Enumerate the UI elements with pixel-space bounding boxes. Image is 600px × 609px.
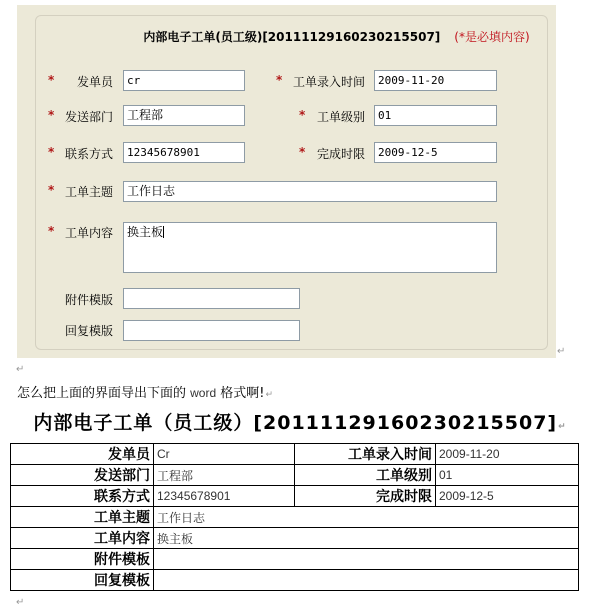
table-key: 联系方式 (11, 486, 154, 507)
content-label: 工单内容 (65, 226, 114, 240)
required-star: * (276, 73, 283, 87)
required-star: * (299, 108, 306, 122)
web-form-screenshot (17, 5, 556, 358)
table-value (154, 549, 579, 570)
table-row (11, 486, 579, 507)
subject-input[interactable]: 工作日志 (123, 181, 497, 202)
table-key: 工单录入时间 (295, 444, 436, 465)
contact-label: 联系方式 (65, 147, 114, 161)
required-star: * (48, 73, 55, 87)
word-doc-table (10, 443, 579, 591)
department-label: 发送部门 (65, 110, 114, 124)
table-key: 附件模板 (11, 549, 154, 570)
entry-time-input[interactable]: 2009-11-20 (374, 70, 497, 91)
level-label: 工单级别 (317, 110, 366, 124)
table-key: 工单级别 (295, 465, 436, 486)
contact-input[interactable]: 12345678901 (123, 142, 245, 163)
level-input[interactable]: 01 (374, 105, 497, 126)
subject-label: 工单主题 (65, 185, 114, 199)
content-text: 换主板 (127, 225, 164, 239)
question-part: 格式啊! (216, 386, 265, 401)
table-row (11, 465, 579, 486)
table-row (11, 549, 579, 570)
sender-input[interactable]: cr (123, 70, 245, 91)
form-title: 内部电子工单(员工级)[20111129160230215507] (143, 30, 441, 44)
question-part: 怎么把上面的界面导出下面的 (17, 386, 191, 401)
required-star: * (299, 145, 306, 159)
attachment-template-label: 附件模版 (65, 293, 114, 307)
table-row (11, 528, 579, 549)
attachment-template-input[interactable] (123, 288, 300, 309)
table-value: 12345678901 (154, 486, 295, 507)
table-row (11, 444, 579, 465)
paragraph-mark: ↵ (557, 346, 566, 357)
required-note: (*是必填内容) (454, 30, 530, 44)
paragraph-mark: ↵ (558, 422, 567, 432)
content-textarea[interactable] (123, 222, 497, 273)
entry-time-label: 工单录入时间 (293, 75, 366, 89)
table-value: 工作日志 (154, 507, 579, 528)
required-star: * (48, 224, 55, 238)
table-value (154, 570, 579, 591)
paragraph-mark: ↵ (16, 364, 25, 375)
deadline-label: 完成时限 (317, 147, 366, 161)
paragraph-mark: ↵ (16, 597, 25, 608)
sender-label: 发单员 (77, 75, 114, 89)
question-text (17, 382, 273, 401)
table-value: 01 (436, 465, 579, 486)
table-value: 2009-11-20 (436, 444, 579, 465)
table-key: 工单主题 (11, 507, 154, 528)
table-value: Cr (154, 444, 295, 465)
table-key: 发送部门 (11, 465, 154, 486)
required-star: * (48, 108, 55, 122)
reply-template-label: 回复模版 (65, 324, 114, 338)
department-input[interactable]: 工程部 (123, 105, 245, 126)
table-key: 回复模板 (11, 570, 154, 591)
reply-template-input[interactable] (123, 320, 300, 341)
table-key: 发单员 (11, 444, 154, 465)
question-word: word (190, 386, 217, 400)
deadline-input[interactable]: 2009-12-5 (374, 142, 497, 163)
table-key: 工单内容 (11, 528, 154, 549)
table-key: 完成时限 (295, 486, 436, 507)
table-value: 工程部 (154, 465, 295, 486)
word-doc-title (0, 408, 600, 435)
table-value: 换主板 (154, 528, 579, 549)
table-value: 2009-12-5 (436, 486, 579, 507)
required-star: * (48, 183, 55, 197)
form-title-bar (36, 28, 547, 45)
paragraph-mark: ↵ (265, 390, 274, 400)
table-row (11, 507, 579, 528)
table-row (11, 570, 579, 591)
required-star: * (48, 145, 55, 159)
word-doc-title-text: 内部电子工单（员工级）[20111129160230215507] (33, 412, 558, 434)
form-panel (35, 15, 548, 350)
text-cursor (163, 226, 164, 238)
